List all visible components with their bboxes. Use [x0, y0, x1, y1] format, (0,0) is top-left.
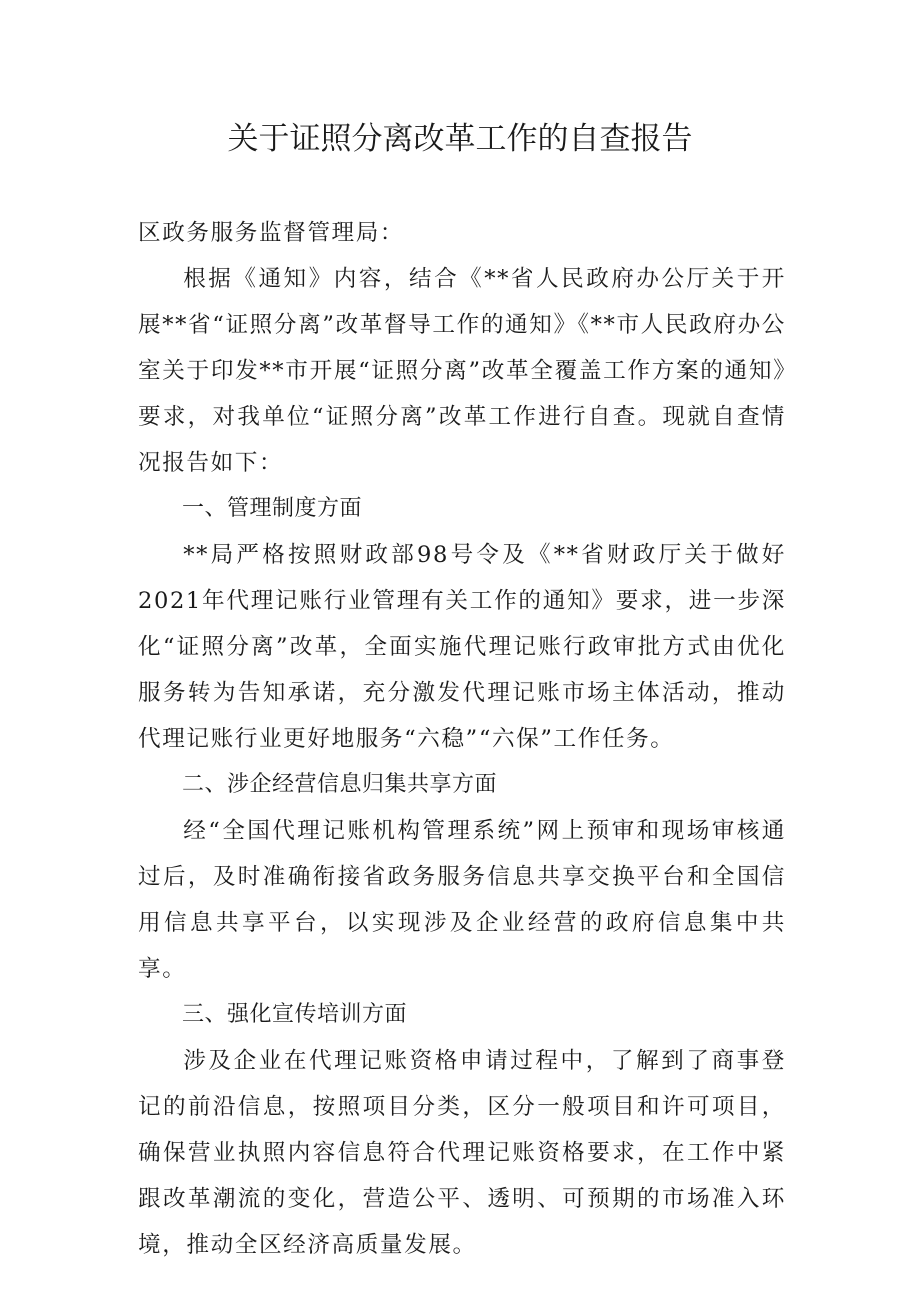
section-body-info-sharing: 经“全国代理记账机构管理系统”网上预审和现场审核通过后，及时准确衔接省政务服务信息共享交换平台和全国信用信息共享平台，以实现涉及企业经营的政府信息集中共享。 [138, 818, 786, 982]
intro-paragraph: 根据《通知》内容，结合《**省人民政府办公厅关于开展**省“证照分离”改革督导工作的通知》《**市人民政府办公室关于印发**市开展“证照分离”改革全覆盖工作方案的通知》要求，对我单位“证照分离”改革工作进行自查。现就自查情况报告如下： [138, 266, 786, 476]
section-heading-management: 一、管理制度方面 [182, 496, 363, 521]
section-body-publicity: 涉及企业在代理记账资格申请过程中，了解到了商事登记的前沿信息，按照项目分类，区分一般项目和许可项目，确保营业执照内容信息符合代理记账资格要求，在工作中紧跟改革潮流的变化，营造公平、透明、可预期的市场准入环境，推动全区经济高质量发展。 [138, 1048, 786, 1258]
salutation: 区政务服务监督管理局： [138, 220, 405, 246]
document-body [138, 210, 786, 1268]
section-heading-publicity: 三、强化宣传培训方面 [182, 1002, 408, 1027]
document-title: 关于证照分离改革工作的自查报告 [227, 121, 693, 157]
section-heading-info-sharing: 二、涉企经营信息归集共享方面 [182, 772, 498, 797]
section-body-management: **局严格按照财政部98号令及《**省财政厅关于做好2021年代理记账行业管理有关工作的通知》要求，进一步深化“证照分离”改革，全面实施代理记账行政审批方式由优化服务转为告知承诺，充分激发代理记账市场主体活动，推动代理记账行业更好地服务“六稳”“六保”工作任务。 [138, 542, 786, 752]
